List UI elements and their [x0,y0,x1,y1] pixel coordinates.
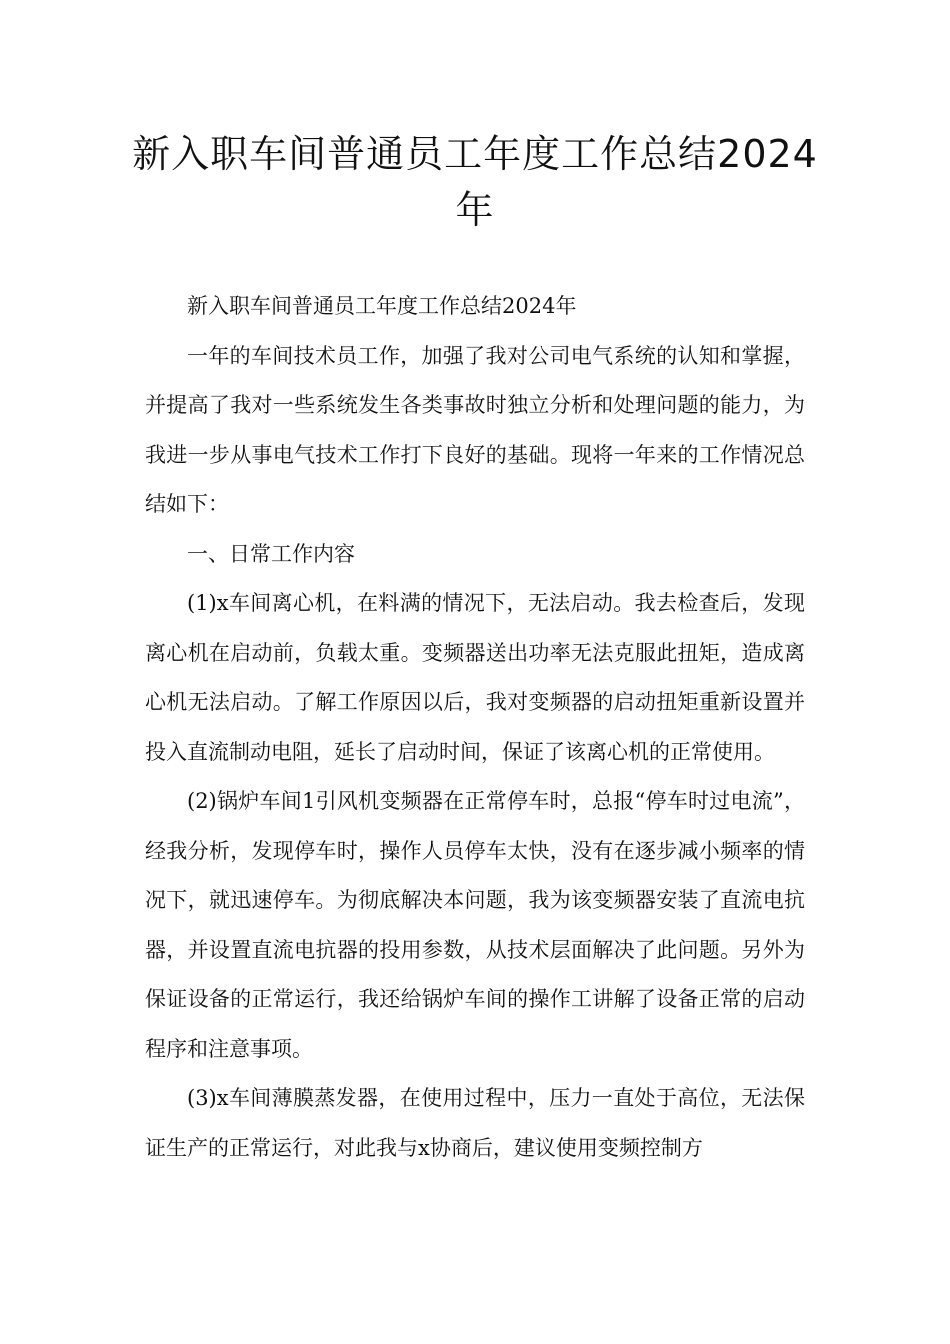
item-2-paragraph: (2)锅炉车间1引风机变频器在正常停车时，总报“停车时过电流”，经我分析，发现停车时，操作人员停车太快，没有在逐步减小频率的情况下，就迅速停车。为彻底解决本问题，我为该变频器安装了直流电抗器，并设置直流电抗器的投用参数，从技术层面解决了此问题。另外为保证设备的正常运行，我还给锅炉车间的操作工讲解了设备正常的启动程序和注意事项。 [145,789,805,1061]
item-1-paragraph: (1)x车间离心机，在料满的情况下，无法启动。我去检查后，发现离心机在启动前，负载太重。变频器送出功率无法克服此扭矩，造成离心机无法启动。了解工作原因以后，我对变频器的启动扭矩重新设置并投入直流制动电阻，延长了启动时间，保证了该离心机的正常使用。 [145,591,805,764]
item-3-paragraph: (3)x车间薄膜蒸发器，在使用过程中，压力一直处于高位，无法保证生产的正常运行，对此我与x协商后，建议使用变频控制方 [145,1086,805,1160]
intro-paragraph: 一年的车间技术员工作，加强了我对公司电气系统的认知和掌握，并提高了我对一些系统发生各类事故时独立分析和处理问题的能力，为我进一步从事电气技术工作打下良好的基础。现将一年来的工作情况总结如下： [145,343,805,516]
subtitle-paragraph: 新入职车间普通员工年度工作总结2024年 [187,294,577,318]
section-heading: 一、日常工作内容 [187,541,355,566]
document-title: 新入职车间普通员工年度工作总结2024年 [132,132,818,232]
document-body [145,282,805,1173]
